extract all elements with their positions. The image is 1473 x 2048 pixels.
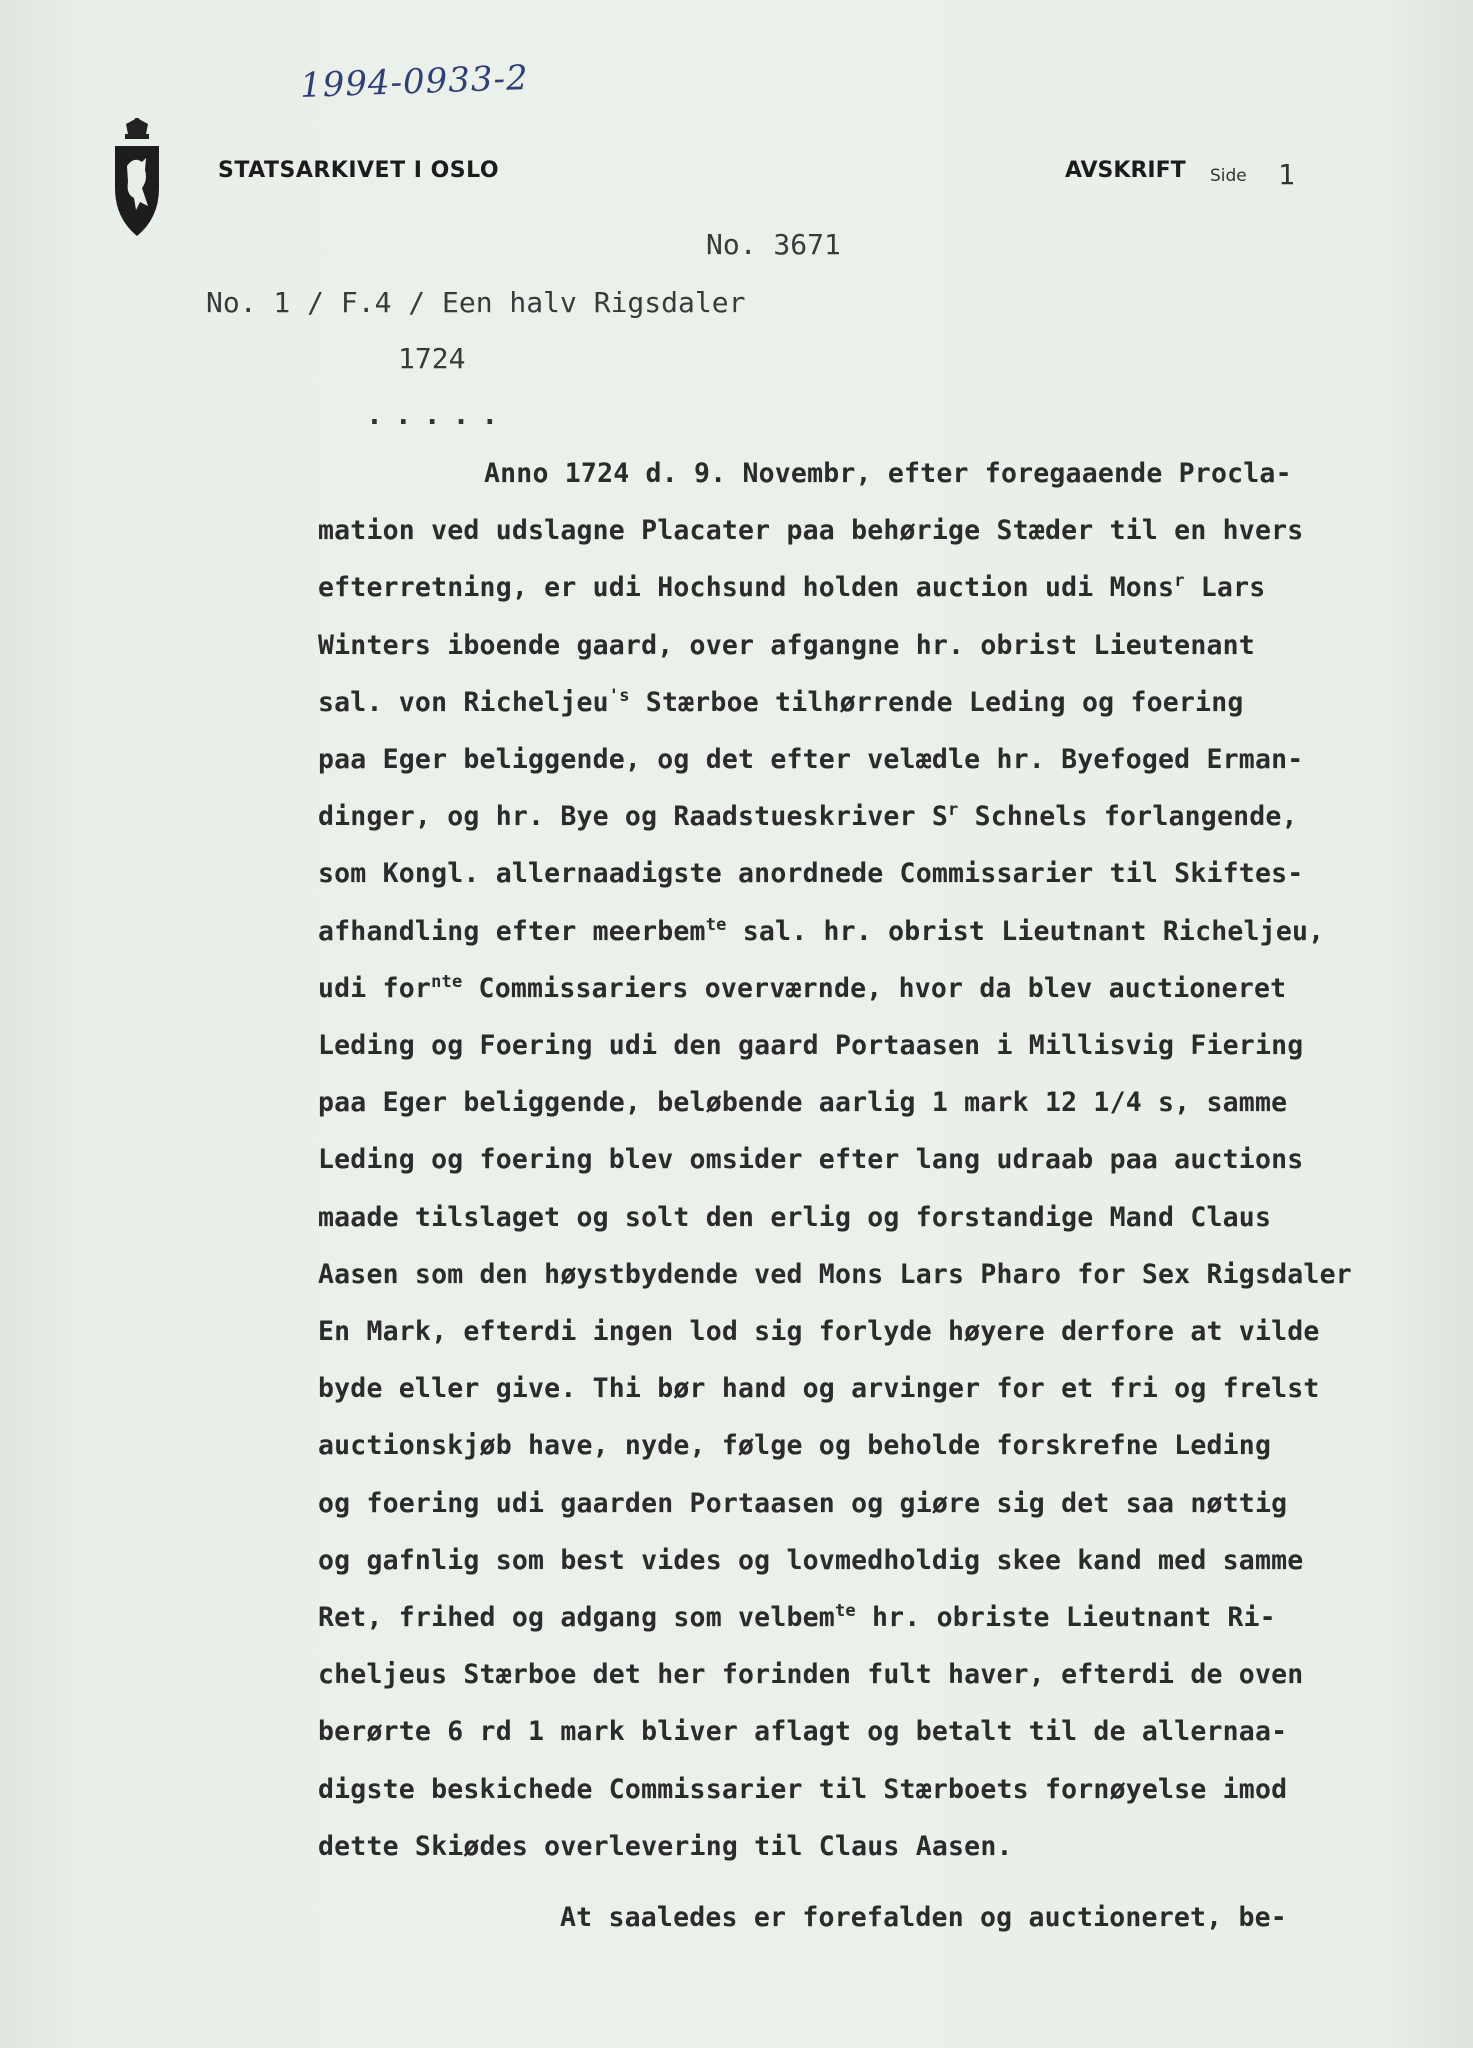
text-line-main: dinger, og hr. Bye og Raadstueskriver S (318, 801, 949, 833)
text-line-main: En Mark, efterdi ingen lod sig forlyde høyere derfore at vilde (318, 1316, 1320, 1347)
text-line (318, 572, 1265, 603)
text-line-continuation: Lars (1184, 572, 1266, 604)
text-line-main: mation ved udslagne Placater paa behørige Stæder til en hvers (318, 515, 1304, 547)
text-line-main: auctionskjøb have, nyde, følge og beholde forskrefne Leding (318, 1430, 1272, 1462)
archive-name: STATSARKIVET I OSLO (218, 158, 500, 183)
text-line-main: Aasen som den høystbydende ved Mons Lars Pharo for Sex Rigsdaler (318, 1258, 1352, 1290)
separator-dots: ..... (366, 398, 511, 431)
document-number: No. 3671 (706, 228, 841, 261)
superscript-abbrev: r (948, 800, 959, 821)
text-line (318, 1373, 1320, 1404)
text-line-main: cheljeus Stærboe det her forinden fult haver, efterdi de oven (318, 1659, 1304, 1691)
text-line-main: sal. von Richeljeu (318, 686, 609, 718)
text-line-continuation: sal. hr. obrist Lieutnant Richeljeu, (726, 915, 1325, 947)
text-line (318, 1716, 1287, 1747)
text-line (318, 801, 1298, 832)
page-number: 1 (1278, 158, 1295, 191)
text-line-main: Leding og foering blev omsider efter lang udraab paa auctions (318, 1144, 1304, 1176)
text-line (318, 1087, 1287, 1118)
text-line-continuation: Commissariers overværnde, hvor da blev auctioneret (462, 972, 1287, 1004)
text-line (318, 1488, 1287, 1519)
text-line-main: maade tilslaget og solt den erlig og forstandige Mand Claus (318, 1201, 1272, 1233)
text-line-continuation: hr. obriste Lieutnant Ri- (855, 1602, 1276, 1633)
superscript-abbrev: te (705, 914, 727, 935)
handwritten-reference: 1994-0933-2 (299, 58, 530, 106)
text-line-continuation: Stærboe tilhørrende Leding og foering (629, 686, 1244, 718)
superscript-abbrev: 's (608, 685, 630, 706)
text-line-main: At saaledes er forefalden og auctioneret, be- (560, 1902, 1287, 1933)
page-label: Side (1210, 166, 1247, 186)
text-line-main: berørte 6 rd 1 mark bliver aflagt og betalt til de allernaa- (318, 1716, 1288, 1748)
text-line (318, 1202, 1271, 1233)
text-line-main: efterretning, er udi Hochsund holden auction udi Mons (318, 572, 1175, 604)
text-line-continuation: Schnels forlangende, (958, 801, 1298, 833)
text-line-main: dette Skiødes overlevering til Claus Aasen. (318, 1830, 1013, 1862)
text-line-main: og gafnlig som best vides og lovmedholdig skee kand med samme (318, 1544, 1304, 1576)
text-line (318, 973, 1286, 1004)
text-line (318, 1316, 1320, 1347)
text-line-main: paa Eger beliggende, beløbende aarlig 1 mark 12 1/4 s, samme (318, 1087, 1288, 1119)
text-line (318, 858, 1303, 889)
text-line (318, 1831, 1013, 1862)
text-line-main: Ret, frihed og adgang som velbem (318, 1602, 835, 1633)
text-line-main: udi for (318, 972, 432, 1004)
text-line-main: digste beskichede Commissarier til Stærboets fornøyelse imod (318, 1773, 1288, 1805)
text-line-main: afhandling efter meerbem (318, 915, 706, 947)
text-line-main: byde eller give. Thi bør hand og arvinger for et fri og frelst (318, 1373, 1320, 1405)
text-line (318, 1430, 1271, 1461)
text-line-main: paa Eger beliggende, og det efter velædle hr. Byefoged Erman- (318, 744, 1304, 775)
superscript-abbrev: te (834, 1601, 856, 1622)
text-line (318, 916, 1324, 947)
text-line (318, 1259, 1352, 1290)
text-line (318, 1602, 1276, 1633)
text-line-main: Anno 1724 d. 9. Novembr, efter foregaaende Procla- (484, 458, 1292, 489)
text-line-main: som Kongl. allernaadigste anordnede Commissarier til Skiftes- (318, 858, 1304, 890)
text-line (318, 1659, 1303, 1690)
text-line-main: og foering udi gaarden Portaasen og giøre sig det saa nøttig (318, 1487, 1288, 1519)
document-year: 1724 (398, 342, 466, 375)
superscript-abbrev: nte (431, 971, 463, 992)
text-line (318, 515, 1303, 546)
text-line-main: Leding og Foering udi den gaard Portaasen i Millisvig Fiering (318, 1030, 1304, 1061)
text-line-main: Winters iboende gaard, over afgangne hr. obrist Lieutenant (318, 629, 1255, 661)
text-line (318, 1144, 1303, 1175)
text-line (318, 744, 1303, 775)
text-line (560, 1902, 1287, 1933)
text-line (318, 630, 1255, 661)
coat-of-arms-icon (112, 118, 162, 238)
text-line (318, 687, 1244, 718)
text-line (318, 1030, 1303, 1061)
document-type: AVSKRIFT (1065, 158, 1186, 183)
document-reference: No. 1 / F.4 / Een halv Rigsdaler (206, 286, 746, 319)
text-line (318, 1774, 1287, 1805)
text-line (484, 458, 1292, 489)
text-line (318, 1545, 1303, 1576)
superscript-abbrev: r (1174, 571, 1185, 592)
